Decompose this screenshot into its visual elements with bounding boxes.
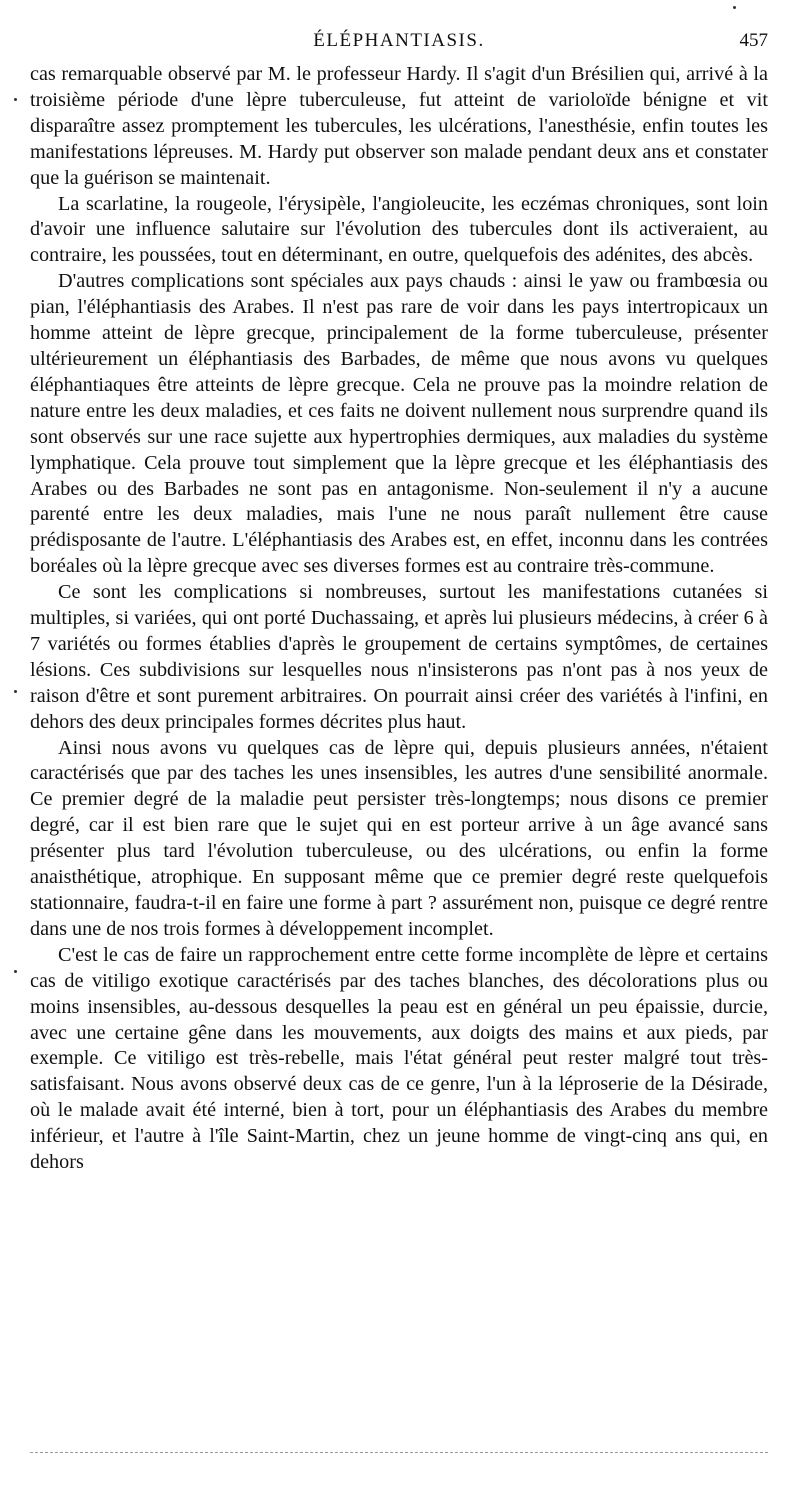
ink-speck	[14, 98, 17, 101]
paragraph-5: Ainsi nous avons vu quelques cas de lèpre qui, depuis plusieurs années, n'étaient caractérisés que par des taches les unes insensibles, les autres d'une sensibilité anormale. Ce premier degré de la maladie peut persister très-longtemps; nous disons ce premier degré, car il est bien rare que le sujet qui en est porteur arrive à un âge avancé sans présenter plus tard l'évolution tuberculeuse, ou des ulcérations, ou enfin la forme anaisthétique, atrophique. En supposant même que ce premier degré reste quelquefois stationnaire, faudra-t-il en faire une forme à part ? assurément non, puisque ce degré rentre dans une de nos trois formes à développement incomplet.	[30, 736, 768, 940]
ink-speck	[733, 6, 736, 9]
paragraph-4: Ce sont les complications si nombreuses, surtout les manifestations cutanées si multiples, si variées, qui ont porté Duchassaing, et après lui plusieurs médecins, à créer 6 à 7 variétés ou formes établies d'après le groupement de certains symptômes, de certaines lésions. Ces subdivisions sur lesquelles nous n'insisterons pas n'ont pas à nos yeux de raison d'être et sont purement arbitraires. On pourrait ainsi créer des variétés à l'infini, en dehors des deux principales formes décrites plus haut.	[30, 581, 768, 733]
paragraph-1: cas remarquable observé par M. le professeur Hardy. Il s'agit d'un Brésilien qui, arrivé à la troisième période d'une lèpre tuberculeuse, fut atteint de varioloïde bénigne et vit disparaître assez promptement les tubercules, les ulcérations, l'anesthésie, enfin toutes les manifestations lépreuses. M. Hardy put observer son malade pendant deux ans et constater que la guérison se maintenait.	[30, 63, 768, 189]
running-title: ÉLÉPHANTIASIS.	[313, 30, 485, 51]
paragraph-3: D'autres complications sont spéciales aux pays chauds : ainsi le yaw ou frambœsia ou pian, l'éléphantiasis des Arabes. Il n'est pas rare de voir dans les pays intertropicaux un homme atteint de lèpre grecque, principalement de la forme tuberculeuse, présenter ultérieurement un éléphantiasis des Barbades, de même que nous avons vu quelques éléphantiaques être atteints de lèpre grecque. Cela ne prouve pas la moindre relation de nature entre les deux maladies, et ces faits ne doivent nullement nous surprendre quand ils sont observés sur une race sujette aux hypertrophies dermiques, aux maladies du système lymphatique. Cela prouve tout simplement que la lèpre grecque et les éléphantiasis des Arabes ou des Barbades ne sont pas en antagonisme. Non-seulement il n'y a aucune parenté entre les deux maladies, mais l'une ne nous paraît nullement être cause prédisposante de l'autre. L'éléphantiasis des Arabes est, en effet, inconnu dans les contrées boréales où la lèpre grecque avec ses diverses formes est au contraire très-commune.	[30, 270, 768, 578]
paragraph-2: La scarlatine, la rougeole, l'érysipèle, l'angioleucite, les eczémas chroniques, sont loin d'avoir une influence salutaire sur l'évolution des tubercules dont ils activeraient, au contraire, les poussées, tout en déterminant, en outre, quelquefois des adénites, des abcès.	[30, 192, 768, 267]
ink-speck	[14, 970, 17, 973]
paragraph-6: C'est le cas de faire un rapprochement entre cette forme incomplète de lèpre et certains cas de vitiligo exotique caractérisés par des taches blanches, des décolorations plus ou moins insensibles, au-dessous desquelles la peau est en général un peu épaissie, durcie, avec une certaine gêne dans les mouvements, aux doigts des mains et aux pieds, par exemple. Ce vitiligo est très-rebelle, mais l'état général peut rester malgré tout très-satisfaisant. Nous avons observé deux cas de ce genre, l'un à la léproserie de la Désirade, où le malade avait été interné, bien à tort, pour un éléphantiasis des Arabes du membre inférieur, et l'autre à l'île Saint-Martin, chez un jeune homme de vingt-cinq ans qui, en dehors	[30, 943, 768, 1174]
page-header	[30, 30, 768, 60]
page-number: 457	[739, 30, 768, 51]
ink-speck	[14, 690, 17, 693]
footer-rule	[30, 1452, 768, 1453]
body-text	[30, 62, 768, 1176]
